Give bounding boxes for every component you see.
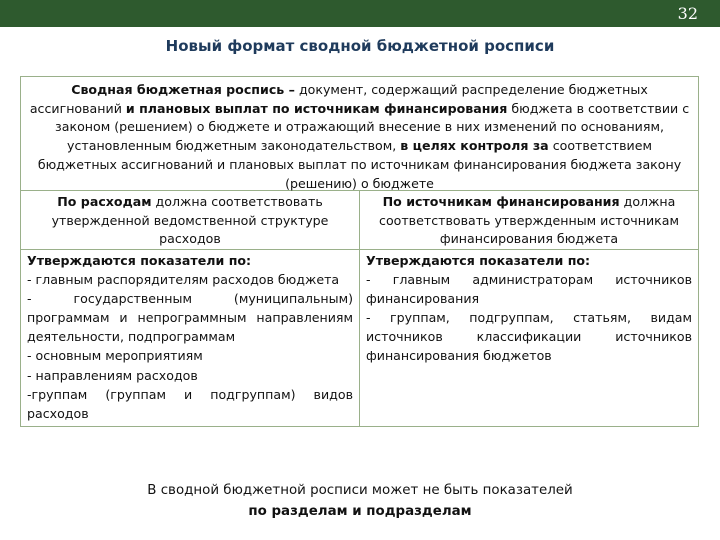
definition-text-2: бюджета в соответствии с законом (решением) о бюджете и отражающий внесение в них изменений по основаниям, установленным бюджетным законодательством, — [55, 100, 690, 154]
headers-row — [21, 190, 698, 249]
footer-line-1: В сводной бюджетной росписи может не быть показателей — [147, 483, 573, 498]
definition-table — [20, 76, 699, 427]
list-item: - направлениям расходов — [27, 367, 198, 383]
sources-header-text: должна соответствовать утвержденным источникам финансирования бюджета — [379, 194, 679, 247]
sources-list-head: Утверждаются показатели по: — [366, 253, 591, 268]
sources-header-bold: По источникам финансирования — [382, 194, 620, 209]
sources-indicators — [360, 250, 698, 426]
definition-text-3: соответствием бюджетных ассигнований и плановых выплат по источникам финансирования бюджета закону (решению) о бюджете — [37, 138, 682, 191]
expenses-indicators — [21, 250, 360, 426]
sources-header — [360, 191, 698, 249]
expenses-list-head: Утверждаются показатели по: — [27, 253, 252, 268]
definition-bold-1: и плановых выплат по источникам финансирования — [125, 100, 508, 116]
expenses-header-text: должна соответствовать утвержденной ведомственной структуре расходов — [51, 194, 329, 247]
list-item: - основным мероприятиям — [27, 348, 203, 364]
definition-term: Сводная бюджетная роспись – — [71, 82, 295, 97]
list-item: - главным администраторам источников финансирования — [366, 272, 692, 307]
expenses-header — [21, 191, 360, 249]
definition-text-1: документ, содержащий распределение бюджетных ассигнований — [29, 82, 648, 116]
list-item: - группам, подгруппам, статьям, видам источников классификации источников финансирования бюджетов — [366, 310, 692, 364]
page-number: 32 — [677, 4, 698, 23]
list-item: - главным распорядителям расходов бюджета — [27, 272, 340, 288]
definition-bold-2: в целях контроля за — [400, 138, 549, 154]
list-item: - государственным (муниципальным) программам и непрограммным направлениям деятельности, подпрограммам — [27, 291, 353, 345]
list-item: -группам (группам и подгруппам) видов расходов — [27, 386, 353, 421]
expenses-header-bold: По расходам — [57, 194, 152, 209]
footer-note — [0, 480, 720, 522]
top-bar — [0, 0, 720, 27]
footer-line-2: по разделам и подразделам — [248, 504, 472, 519]
indicators-row — [21, 249, 698, 426]
definition-paragraph — [21, 77, 698, 190]
slide-title: Новый формат сводной бюджетной росписи — [165, 37, 555, 55]
